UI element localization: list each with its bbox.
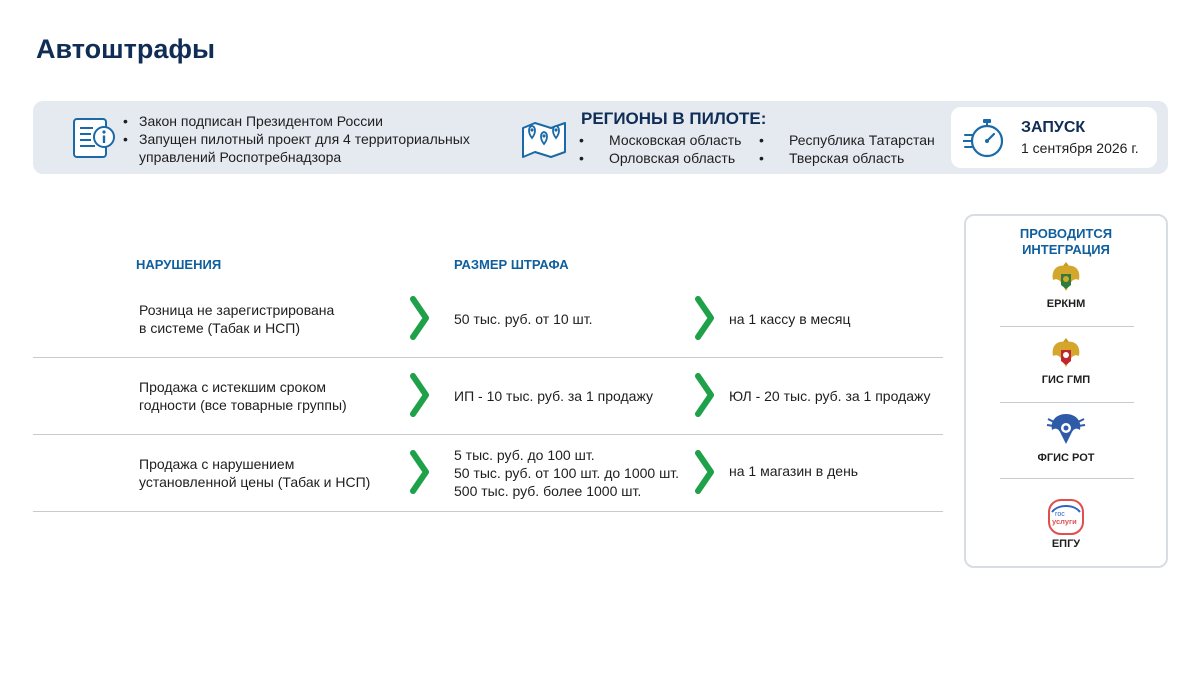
law-point: • Закон подписан Президентом России [123, 112, 470, 130]
basis-cell: на 1 магазин в день [729, 463, 859, 479]
fine-header: РАЗМЕР ШТРАФА [454, 257, 569, 272]
document-info-icon [71, 115, 119, 161]
integration-label: ФГИС РОТ [1037, 452, 1095, 464]
integration-label: ЕПГУ [1051, 538, 1081, 550]
gosuslugi-logo-icon [1046, 498, 1086, 536]
svg-text:гос: гос [1055, 511, 1065, 518]
launch-box [951, 107, 1157, 168]
stopwatch-icon [963, 117, 1007, 159]
chevron-right-icon [409, 450, 431, 494]
info-banner [33, 101, 1168, 174]
violation-cell: Продажа с истекшим сроком годности (все товарные группы) [139, 379, 347, 413]
svg-text:услуги: услуги [1052, 517, 1077, 526]
integration-label: ГИС ГМП [1041, 374, 1091, 386]
chevron-right-icon [409, 296, 431, 340]
chevron-right-icon [694, 373, 716, 417]
region-item: • Орловская область [579, 149, 735, 167]
integration-item-epgu [966, 498, 1166, 550]
basis-cell: ЮЛ - 20 тыс. руб. за 1 продажу [729, 388, 931, 404]
fine-cell: ИП - 10 тыс. руб. за 1 продажу [454, 388, 653, 404]
eagle-emblem-icon [1046, 410, 1086, 450]
law-point-continuation: управлений Роспотребнадзора [139, 149, 342, 165]
region-item: • Тверская область [759, 149, 904, 167]
violation-cell: Продажа с нарушением установленной цены (Табак и НСП) [139, 456, 371, 490]
divider [1000, 326, 1134, 327]
violation-cell: Розница не зарегистрирована в системе (Табак и НСП) [139, 302, 335, 336]
fine-cell: 5 тыс. руб. до 100 шт. 50 тыс. руб. от 100 шт. до 1000 шт. 500 тыс. руб. более 1000 шт. [454, 447, 680, 499]
integration-label: ЕРКНМ [1046, 298, 1086, 310]
table-row [33, 281, 943, 358]
map-pins-icon [520, 114, 568, 160]
divider [1000, 402, 1134, 403]
integration-item-fgis-rot [966, 410, 1166, 464]
chevron-right-icon [409, 373, 431, 417]
integration-item-gis-gmp [966, 334, 1166, 386]
coat-of-arms-icon [1048, 334, 1084, 372]
regions-title: РЕГИОНЫ В ПИЛОТЕ: [581, 109, 767, 128]
region-item: • Московская область [579, 131, 741, 149]
divider [1000, 478, 1134, 479]
page-title: Автоштрафы [36, 34, 216, 64]
chevron-right-icon [694, 450, 716, 494]
integration-title: ПРОВОДИТСЯ ИНТЕГРАЦИЯ [1019, 226, 1113, 257]
law-points-list [123, 112, 470, 166]
launch-title: ЗАПУСК [1021, 119, 1086, 136]
table-row [33, 358, 943, 435]
coat-of-arms-icon [1048, 258, 1084, 296]
basis-cell: на 1 кассу в месяц [729, 311, 851, 327]
launch-date: 1 сентября 2026 г. [1021, 140, 1139, 156]
law-point: • Запущен пилотный проект для 4 территориальных [123, 130, 470, 148]
integration-item-erknm [966, 258, 1166, 310]
table-row [33, 435, 943, 512]
chevron-right-icon [694, 296, 716, 340]
fine-cell: 50 тыс. руб. от 10 шт. [454, 311, 593, 327]
violations-header: НАРУШЕНИЯ [136, 257, 222, 272]
region-item: • Республика Татарстан [759, 131, 935, 149]
integration-panel [964, 214, 1168, 568]
